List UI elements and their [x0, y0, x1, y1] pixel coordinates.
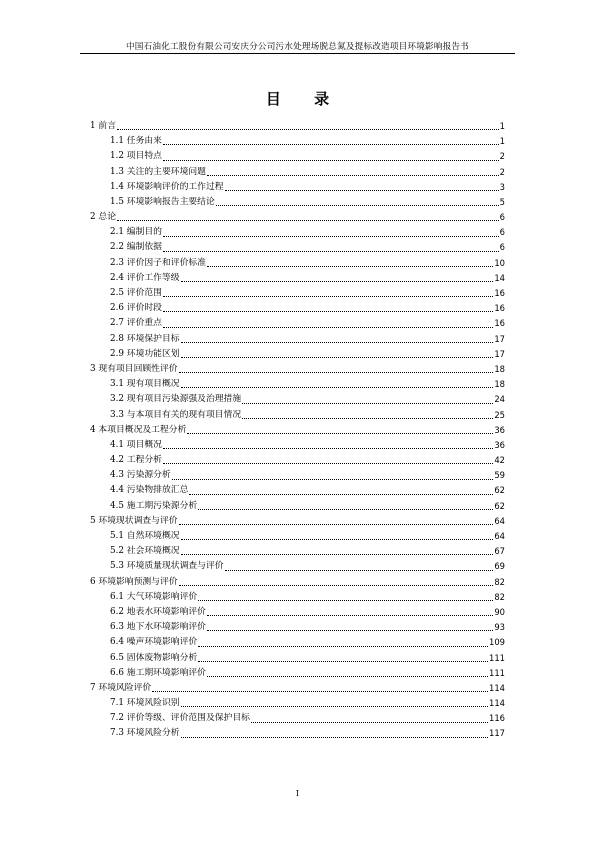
toc-section-entry[interactable] — [90, 377, 505, 392]
toc-entry-page: 1 — [499, 136, 505, 147]
toc-entry-page: 82 — [494, 576, 505, 587]
toc-entry-label: 2.8 环境保护目标 — [110, 333, 180, 344]
toc-entry-label: 4 本项目概况及工程分析 — [90, 424, 187, 435]
toc-section-entry[interactable] — [90, 286, 505, 301]
toc-entry-label: 6.5 固体废物影响分析 — [110, 652, 198, 663]
toc-section-entry[interactable] — [90, 484, 505, 499]
toc-entry-page: 111 — [489, 667, 505, 678]
dot-leader — [117, 129, 499, 130]
toc-section-entry[interactable] — [90, 544, 505, 559]
toc-section-entry[interactable] — [90, 332, 505, 347]
dot-leader — [181, 706, 488, 707]
dot-leader — [163, 144, 499, 145]
dot-leader — [163, 251, 499, 252]
toc-entry-label: 3.3 与本项目有关的现有项目情况 — [110, 409, 242, 420]
toc-entry-label: 7.3 环境风险分析 — [110, 728, 180, 739]
toc-section-entry[interactable] — [90, 241, 505, 256]
running-header: 中国石油化工股份有限公司安庆分公司污水处理场脱总氮及提标改造项目环境影响报告书 — [126, 42, 469, 52]
toc-chapter-entry[interactable] — [90, 514, 505, 529]
toc-entry-page: 6 — [499, 227, 505, 238]
dot-leader — [163, 236, 499, 237]
toc-entry-page: 90 — [494, 606, 505, 617]
toc-entry-label: 3.1 现有项目概况 — [110, 379, 180, 390]
toc-section-entry[interactable] — [90, 256, 505, 271]
toc-entry-page: 59 — [494, 470, 505, 481]
toc-entry-label: 6.1 大气环境影响评价 — [110, 591, 198, 602]
toc-section-entry[interactable] — [90, 347, 505, 362]
toc-entry-label: 2.4 评价工作等级 — [110, 272, 180, 283]
toc-entry-label: 1.4 环境影响评价的工作过程 — [110, 181, 224, 192]
toc-entry-label: 4.3 污染源分析 — [110, 470, 171, 481]
toc-section-entry[interactable] — [90, 165, 505, 180]
toc-entry-page: 93 — [494, 622, 505, 633]
dot-leader — [242, 418, 493, 419]
dot-leader — [198, 661, 488, 662]
toc-entry-label: 2.1 编制目的 — [110, 227, 162, 238]
toc-chapter-entry[interactable] — [90, 210, 505, 225]
dot-leader — [207, 266, 493, 267]
dot-leader — [172, 479, 494, 480]
toc-entry-page: 116 — [489, 713, 505, 724]
toc-entry-label: 2.7 评价重点 — [110, 318, 162, 329]
toc-chapter-entry[interactable] — [90, 575, 505, 590]
dot-leader — [216, 205, 499, 206]
toc-entry-page: 36 — [494, 439, 505, 450]
toc-section-entry[interactable] — [90, 468, 505, 483]
dot-leader — [179, 585, 494, 586]
toc-entry-label: 2.5 评价范围 — [110, 288, 162, 299]
dot-leader — [207, 615, 493, 616]
dot-leader — [198, 600, 493, 601]
toc-section-entry[interactable] — [90, 666, 505, 681]
toc-section-entry[interactable] — [90, 635, 505, 650]
toc-entry-page: 24 — [494, 394, 505, 405]
toc-chapter-entry[interactable] — [90, 119, 505, 134]
toc-entry-page: 109 — [489, 637, 505, 648]
toc-entry-page: 64 — [494, 531, 505, 542]
toc-entry-page: 67 — [494, 546, 505, 557]
toc-entry-page: 5 — [499, 196, 505, 207]
dot-leader — [198, 509, 493, 510]
toc-entry-label: 5.1 自然环境概况 — [110, 531, 180, 542]
toc-entry-page: 17 — [494, 333, 505, 344]
toc-entry-page: 10 — [494, 257, 505, 268]
toc-entry-label: 5.3 环境质量现状调查与评价 — [110, 561, 224, 572]
toc-entry-label: 6.2 地表水环境影响评价 — [110, 606, 206, 617]
dot-leader — [181, 357, 494, 358]
toc-section-entry[interactable] — [90, 271, 505, 286]
toc-section-entry[interactable] — [90, 408, 505, 423]
toc-entry-label: 6.6 施工期环境影响评价 — [110, 667, 206, 678]
dot-leader — [163, 463, 493, 464]
toc-entry-page: 64 — [494, 515, 505, 526]
toc-section-entry[interactable] — [90, 605, 505, 620]
dot-leader — [179, 524, 494, 525]
toc-entry-label: 2.9 环境功能区划 — [110, 348, 180, 359]
dot-leader — [163, 327, 493, 328]
table-of-contents — [90, 119, 505, 742]
toc-entry-label: 1 前言 — [90, 120, 116, 131]
toc-entry-label: 6.4 噪声环境影响评价 — [110, 637, 198, 648]
toc-entry-label: 1.5 环境影响报告主要结论 — [110, 196, 215, 207]
toc-entry-label: 1.2 项目特点 — [110, 151, 162, 162]
toc-section-entry[interactable] — [90, 438, 505, 453]
toc-section-entry[interactable] — [90, 590, 505, 605]
toc-entry-page: 111 — [489, 652, 505, 663]
toc-entry-label: 5.2 社会环境概况 — [110, 546, 180, 557]
dot-leader — [225, 190, 499, 191]
toc-entry-label: 3 现有项目回顾性评价 — [90, 363, 178, 374]
page-title: 目 录 — [265, 90, 344, 108]
toc-entry-page: 6 — [499, 212, 505, 223]
dot-leader — [181, 281, 494, 282]
toc-entry-page: 14 — [494, 272, 505, 283]
dot-leader — [163, 311, 493, 312]
toc-entry-page: 3 — [499, 181, 505, 192]
toc-entry-label: 2 总论 — [90, 212, 116, 223]
toc-entry-page: 1 — [499, 120, 505, 131]
toc-section-entry[interactable] — [90, 529, 505, 544]
toc-section-entry[interactable] — [90, 499, 505, 514]
toc-entry-label: 2.6 评价时段 — [110, 303, 162, 314]
dot-leader — [207, 630, 493, 631]
toc-entry-page: 16 — [494, 288, 505, 299]
toc-entry-label: 4.5 施工期污染源分析 — [110, 500, 198, 511]
toc-entry-page: 17 — [494, 348, 505, 359]
dot-leader — [181, 387, 494, 388]
dot-leader — [181, 554, 494, 555]
dot-leader — [198, 646, 488, 647]
toc-entry-page: 2 — [499, 166, 505, 177]
toc-entry-label: 6.3 地下水环境影响评价 — [110, 622, 206, 633]
toc-entry-label: 7 环境风险评价 — [90, 682, 152, 693]
toc-section-entry[interactable] — [90, 180, 505, 195]
toc-entry-label: 1.3 关注的主要环境问题 — [110, 166, 206, 177]
toc-entry-page: 62 — [494, 500, 505, 511]
toc-entry-page: 114 — [489, 698, 505, 709]
toc-entry-page: 6 — [499, 242, 505, 253]
toc-entry-label: 4.1 项目概况 — [110, 439, 162, 450]
toc-entry-page: 117 — [489, 728, 505, 739]
toc-entry-label: 1.1 任务由来 — [110, 136, 162, 147]
toc-section-entry[interactable] — [90, 696, 505, 711]
toc-entry-label: 2.2 编制依据 — [110, 242, 162, 253]
toc-entry-label: 5 环境现状调查与评价 — [90, 515, 178, 526]
toc-entry-page: 42 — [494, 455, 505, 466]
toc-entry-page: 114 — [489, 682, 505, 693]
toc-entry-page: 18 — [494, 379, 505, 390]
toc-chapter-entry[interactable] — [90, 681, 505, 696]
toc-entry-label: 7.1 环境风险识别 — [110, 698, 180, 709]
toc-section-entry[interactable] — [90, 149, 505, 164]
toc-entry-page: 82 — [494, 591, 505, 602]
toc-entry-label: 4.2 工程分析 — [110, 455, 162, 466]
dot-leader — [189, 494, 493, 495]
toc-entry-page: 36 — [494, 424, 505, 435]
toc-section-entry[interactable] — [90, 225, 505, 240]
page-number: I — [295, 789, 300, 798]
toc-entry-page: 2 — [499, 151, 505, 162]
toc-entry-label: 4.4 污染物排放汇总 — [110, 485, 189, 496]
toc-section-entry[interactable] — [90, 134, 505, 149]
toc-entry-label: 7.2 评价等级、评价范围及保护目标 — [110, 713, 250, 724]
dot-leader — [152, 691, 488, 692]
toc-entry-label: 6 环境影响预测与评价 — [90, 576, 178, 587]
dot-leader — [181, 342, 494, 343]
toc-chapter-entry[interactable] — [90, 362, 505, 377]
toc-entry-page: 69 — [494, 561, 505, 572]
dot-leader — [251, 722, 488, 723]
dot-leader — [207, 175, 499, 176]
dot-leader — [181, 539, 494, 540]
dot-leader — [207, 676, 488, 677]
dot-leader — [181, 737, 488, 738]
toc-section-entry[interactable] — [90, 559, 505, 574]
toc-entry-page: 16 — [494, 303, 505, 314]
toc-section-entry[interactable] — [90, 195, 505, 210]
toc-section-entry[interactable] — [90, 316, 505, 331]
toc-section-entry[interactable] — [90, 711, 505, 726]
dot-leader — [117, 220, 499, 221]
dot-leader — [163, 160, 499, 161]
dot-leader — [179, 372, 494, 373]
dot-leader — [187, 433, 493, 434]
toc-entry-page: 25 — [494, 409, 505, 420]
dot-leader — [225, 570, 494, 571]
toc-entry-label: 3.2 现有项目污染源强及治理措施 — [110, 394, 242, 405]
toc-entry-page: 62 — [494, 485, 505, 496]
dot-leader — [242, 403, 493, 404]
dot-leader — [163, 448, 493, 449]
toc-section-entry[interactable] — [90, 651, 505, 666]
toc-entry-page: 18 — [494, 363, 505, 374]
toc-section-entry[interactable] — [90, 392, 505, 407]
header-rule — [80, 53, 515, 54]
toc-entry-page: 16 — [494, 318, 505, 329]
toc-section-entry[interactable] — [90, 727, 505, 742]
toc-section-entry[interactable] — [90, 301, 505, 316]
toc-entry-label: 2.3 评价因子和评价标准 — [110, 257, 206, 268]
toc-section-entry[interactable] — [90, 620, 505, 635]
dot-leader — [163, 296, 493, 297]
toc-section-entry[interactable] — [90, 453, 505, 468]
toc-chapter-entry[interactable] — [90, 423, 505, 438]
